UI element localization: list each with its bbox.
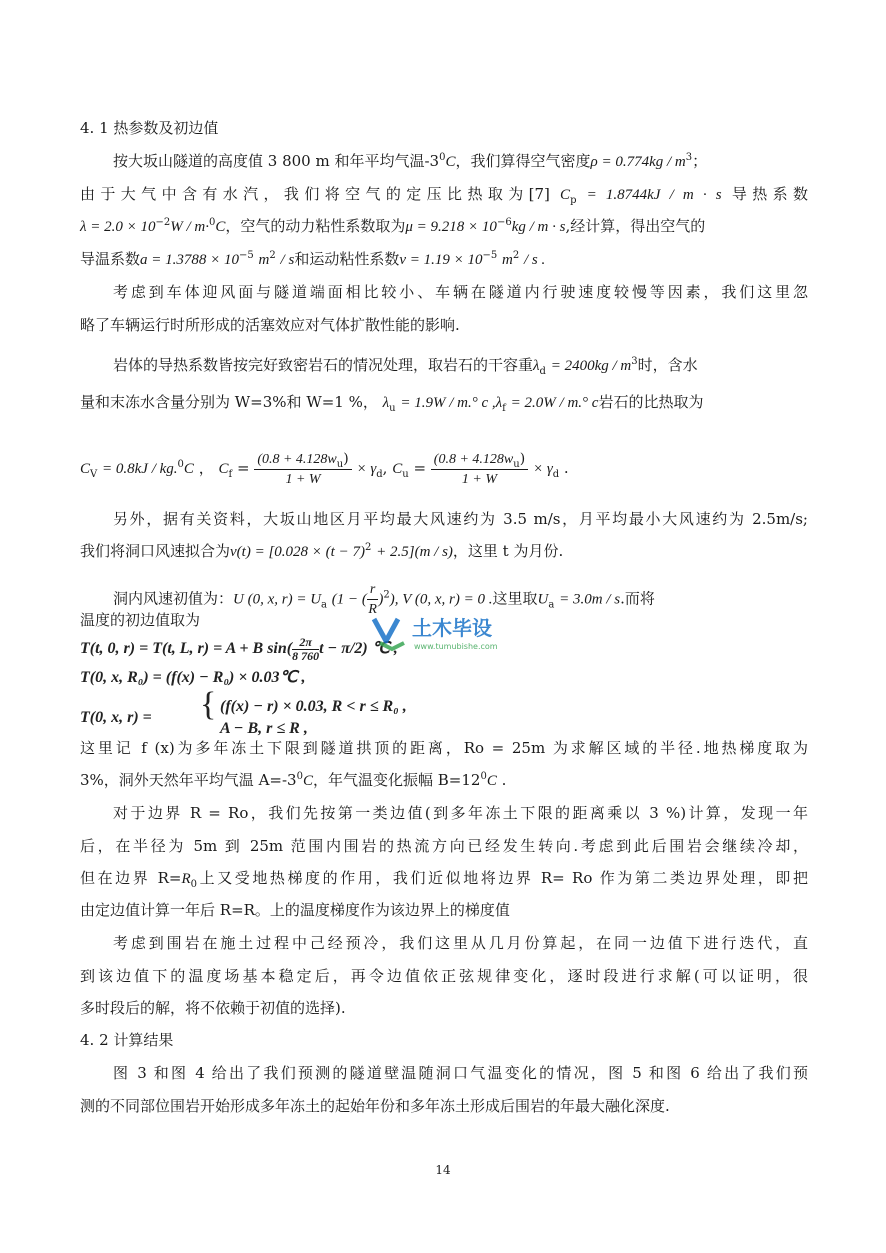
watermark-text: 土木毕设	[412, 616, 492, 640]
para7-line2: 后，在半径为 5m 到 25m 范围内围岩的热流方向已经发生转向.考虑到此后围岩会继续冷却，	[80, 837, 808, 855]
book-logo-icon	[370, 611, 540, 655]
para3-line2: 量和末冻水含量分别为 W=3%和 W=1 %， $\lambda_u = 1.9W / m.^\circ$ c $,\lambda_f = 2.0W / m.^\circ$ c岩石的比热取为	[80, 393, 704, 414]
para2-line1: 考虑到车体迎风面与隧道端面相比较小、车辆在隧道内行驶速度较慢等因素，我们这里忽	[113, 283, 808, 301]
watermark-url: www.tumubishe.com	[414, 642, 498, 651]
para1-line4: 导温系数$a = 1.3788 \times 10^{-5}$ $m^2$ / s和运动粘性系数$\nu = 1.19 \times 10^{-5}$ $m^2$ / s .	[80, 250, 546, 268]
page-number: 14	[435, 1163, 451, 1177]
para4-line2: 我们将洞口风速拟合为$v(t) = [0.028 \times (t - 7)^2 + 2.5](m / s)$，这里 t 为月份.	[80, 542, 564, 560]
para7-line3: 但在边界 $R=R_0$上又受地热梯度的作用，我们近似地将边界 R= Ro 作为第二类边界处理，即把	[80, 869, 808, 890]
equation-boundary-temperature: T(t, 0, r) = T(t, L, r) = A + B sin( $\frac{2\pi}{8 760}$ t − π/2) ℃ ,	[80, 635, 398, 663]
fraction-cu: $\frac{(0.8 + 4.128w_u)}{1 + W}$	[431, 450, 528, 489]
results-para-line1: 图 3 和图 4 给出了我们预测的隧道壁温随洞口气温变化的情况，图 5 和图 6 给出了我们预	[113, 1064, 808, 1082]
para8-line2: 到该边值下的温度场基本稳定后，再令边值依正弦规律变化，逐时段进行求解(可以证明，很	[80, 967, 808, 985]
para5-line2: 温度的初边值取为	[80, 611, 201, 629]
fraction-r-over-R: $\frac{r}{R}$	[368, 582, 377, 617]
para2-line2: 略了车辆运行时所形成的活塞效应对气体扩散性能的影响.	[80, 316, 460, 334]
equation-piecewise: T(0, x, r) = { (f(x) − r) × 0.03, R < r ≤ R₀ , A − B, r ≤ R ,	[80, 686, 407, 737]
para4-line1: 另外，据有关资料，大坂山地区月平均最大风速约为 3.5 m/s，月平均最小大风速约为 2.5m/s;	[113, 510, 808, 528]
para8-line3: 多时段后的解，将不依赖于初值的选择).	[80, 999, 346, 1017]
para6-line2: 3%，洞外天然年平均气温 $A=-3^0C$，年气温变化振幅 $B=12^0C$ .	[80, 771, 507, 789]
results-para-line2: 测的不同部位围岩开始形成多年冻土的起始年份和多年冻土形成后围岩的年最大融化深度.	[80, 1097, 670, 1115]
section-heading-4-2: 4. 2 计算结果	[80, 1031, 174, 1049]
watermark-logo	[370, 611, 540, 655]
para1-line2: 由于大气中含有水汽，我们将空气的定压比热取为[7] $C_p = 1.8744kJ / m \cdot s$ 导热系数	[80, 185, 808, 206]
para7-line4: 由定边值计算一年后 R=R。上的温度梯度作为该边界上的梯度值	[80, 901, 510, 919]
fraction-cf: $\frac{(0.8 + 4.128w_u)}{1 + W}$	[254, 450, 351, 489]
para8-line1: 考虑到围岩在施土过程中己经预冷，我们这里从几月份算起，在同一边值下进行迭代，直	[113, 934, 808, 952]
para1-line1: 按大坂山隧道的高度值 3 800 m 和年平均气温$-3^0C$，我们算得空气密度$\rho = 0.774kg / m^3$；	[113, 152, 708, 170]
equation-initial-R0: T(0, x, R₀) = (f(x) − R₀) × 0.03℃ ,	[80, 669, 306, 686]
para3-line1: 岩体的导热系数皆按完好致密岩石的情况处理，取岩石的干容重$\lambda_d = 2400kg / m^3$时，含水	[113, 356, 698, 377]
para3-heat-capacity-formula: $C_V = 0.8kJ / kg.^0C$ ， $C_f$ = $\frac{(0.8 + 4.128w_u)}{1 + W}$ × $\gamma_d$, $C_u$ = $\frac{(0.8 + 4.128w_u)}{1 + W}$ × $\gamma_d$ .	[80, 450, 569, 487]
para1-line3: $\lambda = 2.0 \times 10^{-2}W / m\cdot^0C$，空气的动力粘性系数取为$\mu = 9.218 \times 10^{-6}kg / m \cdot s$,经计算，得出空气的	[80, 217, 706, 235]
brace-symbol: {	[200, 686, 217, 723]
para6-line1: 这里记 f (x)为多年冻土下限到隧道拱顶的距离，Ro = 25m 为求解区域的半径.地热梯度取为	[80, 739, 808, 757]
fraction-2pi-8760: $\frac{2\pi}{8 760}$	[292, 635, 320, 663]
para7-line1: 对于边界 R = Ro，我们先按第一类边值(到多年冻土下限的距离乘以 3 %)计算，发现一年	[113, 804, 808, 822]
section-heading-4-1: 4. 1 热参数及初边值	[80, 119, 219, 137]
para5-line1: 洞内风速初值为：U (0, x, $r) = U_a$ (1 − ( $\frac{r}{R}$ )$^2$), V (0, x, r) = 0 .这里取$U_a = 3.0m / s$.而将	[113, 582, 655, 617]
